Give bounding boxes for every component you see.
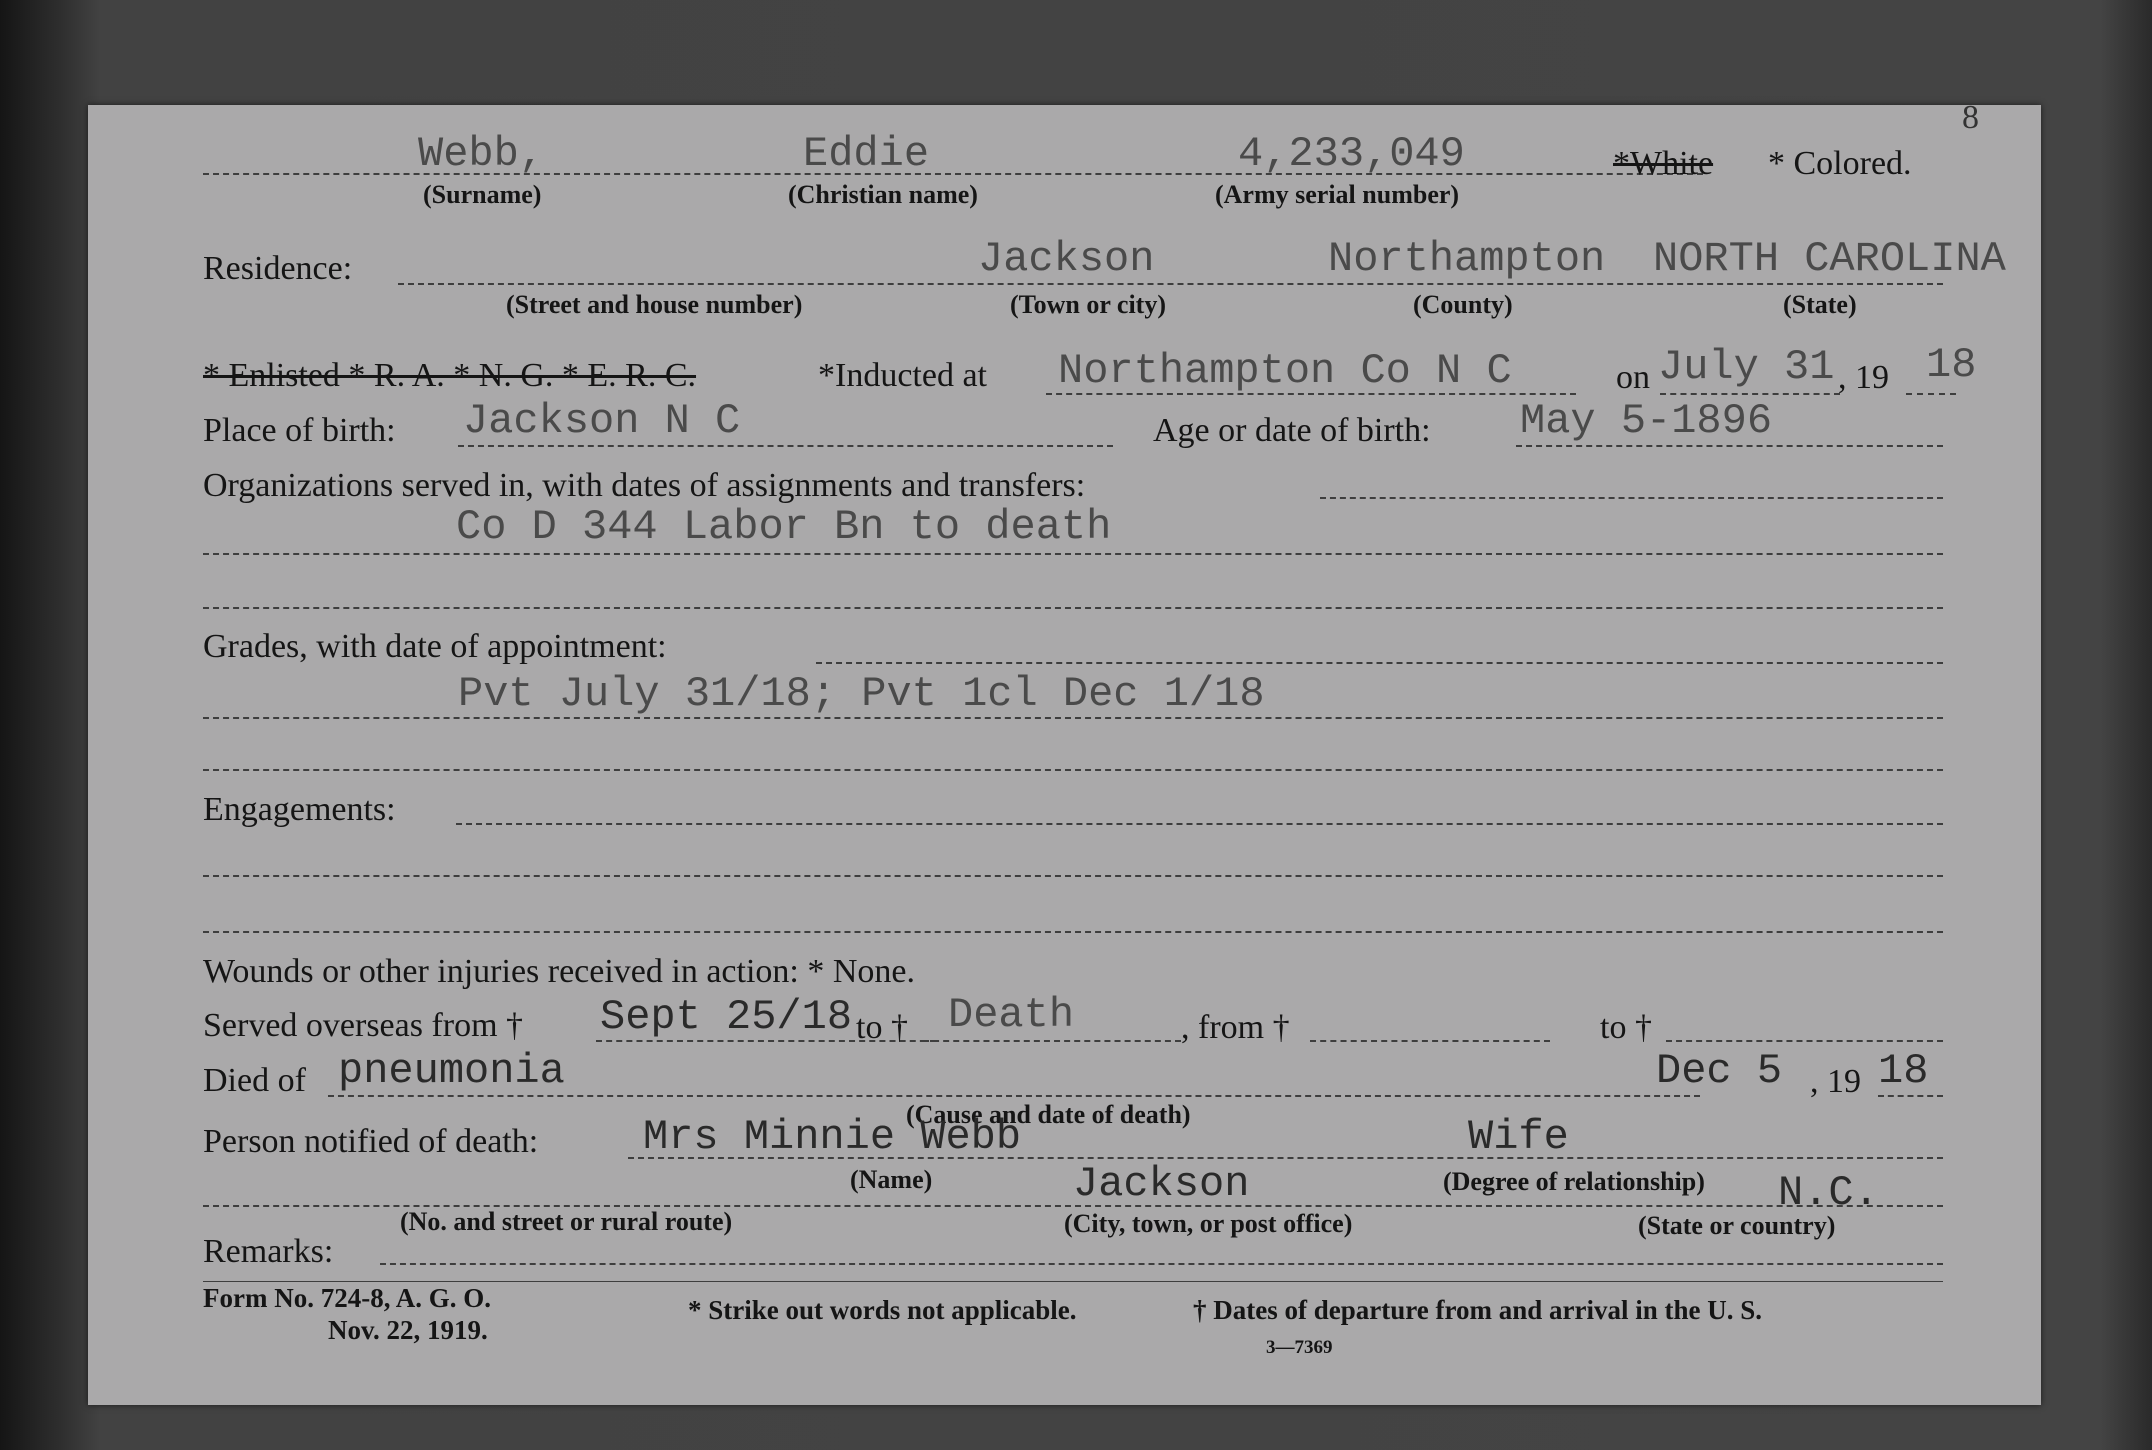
overseas-to-line <box>923 1040 1181 1042</box>
corner-number: 8 <box>1962 99 1979 136</box>
form-number: Form No. 724-8, A. G. O. <box>203 1283 491 1313</box>
birth-date-label: Age or date of birth: <box>1153 412 1431 449</box>
overseas-to2-label: to † <box>1600 1009 1652 1046</box>
residence-county: Northampton <box>1328 235 1606 283</box>
serial-number-value: 4,233,049 <box>1238 130 1465 178</box>
notified-city-value: Jackson <box>1073 1160 1250 1208</box>
overseas-label: Served overseas from † <box>203 1007 524 1044</box>
died-label: Died of <box>203 1062 306 1099</box>
strike-out-note: * Strike out words not applicable. <box>688 1295 1077 1325</box>
surname-caption: (Surname) <box>423 180 542 209</box>
inducted-year-prefix: , 19 <box>1838 359 1889 396</box>
birth-place-line <box>458 445 1113 447</box>
organizations-value: Co D 344 Labor Bn to death <box>456 503 1112 551</box>
street-route-caption: (No. and street or rural route) <box>400 1207 733 1236</box>
residence-town: Jackson <box>978 235 1155 283</box>
remarks-rule <box>203 1281 1943 1282</box>
notified-state-value: N.C. <box>1778 1169 1879 1217</box>
residence-line <box>398 283 1943 285</box>
birth-date-value: May 5-1896 <box>1520 397 1773 445</box>
grades-value: Pvt July 31/18; Pvt 1cl Dec 1/18 <box>458 670 1265 718</box>
town-caption: (Town or city) <box>1010 290 1166 319</box>
inducted-date-line <box>1660 393 1840 395</box>
birth-date-line <box>1516 445 1943 447</box>
grades-label: Grades, with date of appointment: <box>203 628 667 665</box>
enlisted-struck-text: * Enlisted * R. A. * N. G. * E. R. C. <box>203 357 697 394</box>
residence-label: Residence: <box>203 250 353 287</box>
race-white-struck: *White <box>1613 145 1714 182</box>
grades-line-3 <box>203 769 1943 771</box>
inducted-label: *Inducted at <box>818 357 987 394</box>
engagements-line-3 <box>203 931 1943 933</box>
remarks-label: Remarks: <box>203 1233 334 1270</box>
organizations-line-3 <box>203 607 1943 609</box>
print-code: 3—7369 <box>1266 1337 1333 1358</box>
notified-name-value: Mrs Minnie Webb <box>643 1113 1022 1161</box>
christian-name-value: Eddie <box>803 130 930 178</box>
engagements-line-2 <box>203 875 1943 877</box>
cause-caption: (Cause and date of death) <box>906 1100 1191 1129</box>
organizations-label: Organizations served in, with dates of assignments and transfers: <box>203 467 1086 504</box>
overseas-from-value: Sept 25/18 <box>600 993 853 1041</box>
overseas-from2-label: , from † <box>1181 1009 1290 1046</box>
wounds-label: Wounds or other injuries received in action: * None. <box>203 953 916 990</box>
inducted-date-value: July 31 <box>1658 343 1835 391</box>
birth-place-label: Place of birth: <box>203 412 396 449</box>
overseas-from2-line <box>1310 1040 1550 1042</box>
street-caption: (Street and house number) <box>506 290 803 319</box>
overseas-to2-line <box>1666 1040 1943 1042</box>
form-date: Nov. 22, 1919. <box>328 1315 488 1345</box>
died-line <box>328 1095 1700 1097</box>
state-country-caption: (State or country) <box>1638 1211 1836 1240</box>
inducted-year-line <box>1906 393 1956 395</box>
dates-note: † Dates of departure from and arrival in the U. S. <box>1193 1295 1762 1325</box>
name-caption: (Name) <box>850 1165 933 1194</box>
overseas-to-value: Death <box>948 991 1075 1039</box>
died-year-prefix: , 19 <box>1810 1063 1861 1100</box>
engagements-line-1 <box>456 823 1943 825</box>
relationship-value: Wife <box>1468 1113 1569 1161</box>
died-year-line <box>1878 1095 1943 1097</box>
inducted-at-value: Northampton Co N C <box>1058 347 1512 395</box>
died-year-value: 18 <box>1878 1047 1929 1095</box>
on-label: on <box>1616 359 1650 396</box>
race-colored-label: * Colored. <box>1768 145 1912 182</box>
christian-name-caption: (Christian name) <box>788 180 978 209</box>
died-date-value: Dec 5 <box>1656 1047 1783 1095</box>
engagements-label: Engagements: <box>203 791 396 828</box>
degree-caption: (Degree of relationship) <box>1443 1167 1705 1196</box>
serial-caption: (Army serial number) <box>1215 180 1460 209</box>
surname-value: Webb, <box>418 130 545 178</box>
grades-line-1 <box>816 662 1943 664</box>
inducted-year-value: 18 <box>1926 341 1977 389</box>
remarks-line <box>380 1263 1943 1265</box>
city-caption: (City, town, or post office) <box>1064 1209 1353 1238</box>
birth-place-value: Jackson N C <box>463 397 741 445</box>
organizations-line-1 <box>1320 497 1943 499</box>
organizations-line-2 <box>203 553 1943 555</box>
notified-label: Person notified of death: <box>203 1123 539 1160</box>
died-cause-value: pneumonia <box>338 1047 565 1095</box>
residence-state: NORTH CAROLINA <box>1653 235 2006 283</box>
overseas-to-label: to † <box>856 1009 908 1046</box>
state-caption: (State) <box>1783 290 1857 319</box>
service-record-card <box>88 99 2041 1405</box>
county-caption: (County) <box>1413 290 1513 319</box>
